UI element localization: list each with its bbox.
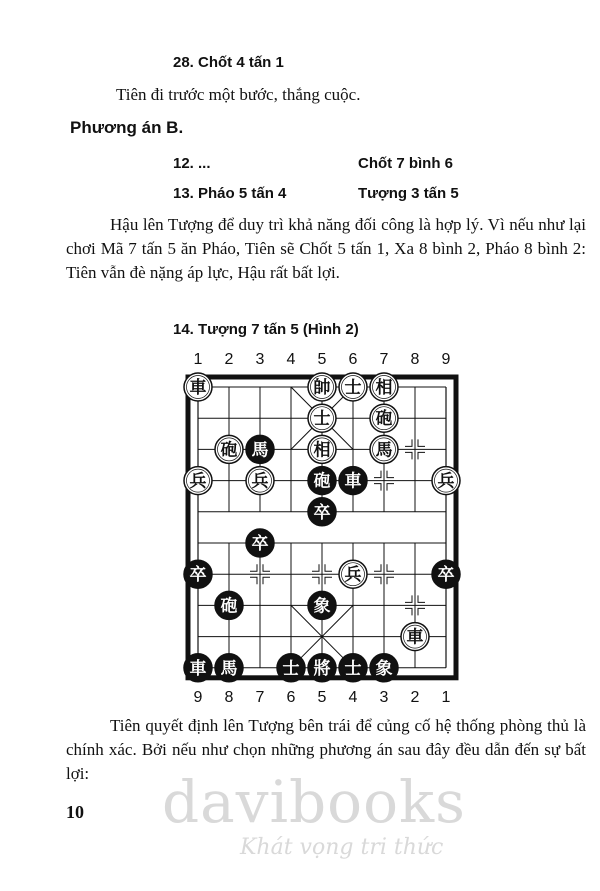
- piece-glyph: 車: [189, 658, 207, 679]
- position-marker: [418, 439, 425, 446]
- paragraph-2-text: Tiên quyết định lên Tượng bên trái để củng cố hệ thống phòng thủ là chính xác. Bởi nếu như chọn những phương án sau đây đều dẫn đến sự bất lợi:: [66, 716, 586, 783]
- position-marker: [250, 564, 257, 571]
- bottom-file-label: 6: [286, 689, 296, 706]
- piece-glyph: 砲: [375, 409, 393, 430]
- piece-glyph: 馬: [375, 440, 393, 461]
- piece-glyph: 兵: [251, 471, 269, 492]
- position-marker: [387, 564, 394, 571]
- paragraph-1-text: Hậu lên Tượng để duy trì khả năng đối công là hợp lý. Vì nếu như lại chơi Mã 7 tấn 5 ăn Pháo, Tiên sẽ Chốt 5 tấn 1, Xa 8 bình 2, Pháo 8 bình 2: Tiên vẫn đè nặng áp lực, Hậu rất bất lợi.: [66, 215, 586, 282]
- top-file-label: 9: [441, 351, 451, 368]
- piece-glyph: 卒: [251, 534, 269, 554]
- position-marker: [405, 595, 412, 602]
- piece-glyph: 兵: [344, 565, 362, 586]
- piece-glyph: 士: [282, 658, 300, 679]
- watermark-brand: davibooks: [162, 768, 466, 836]
- bottom-file-label: 2: [410, 689, 420, 706]
- position-marker: [312, 564, 319, 571]
- top-file-label: 4: [286, 351, 296, 368]
- top-file-label: 8: [410, 351, 420, 368]
- piece-glyph: 兵: [189, 471, 207, 492]
- position-marker: [325, 564, 332, 571]
- bottom-file-label: 8: [224, 689, 234, 706]
- piece-glyph: 將: [313, 658, 331, 679]
- piece-glyph: 士: [344, 378, 362, 398]
- piece-glyph: 車: [344, 471, 362, 492]
- bottom-file-label: 9: [193, 689, 203, 706]
- piece-glyph: 馬: [251, 440, 269, 461]
- bottom-file-label: 1: [441, 689, 451, 706]
- top-file-label: 3: [255, 351, 265, 368]
- piece-glyph: 帥: [313, 378, 331, 398]
- piece-glyph: 砲: [220, 440, 238, 461]
- move-28: 28. Chốt 4 tấn 1: [173, 54, 284, 71]
- piece-glyph: 相: [375, 378, 393, 398]
- position-marker: [387, 484, 394, 491]
- position-marker: [374, 471, 381, 478]
- piece-glyph: 士: [344, 658, 362, 679]
- position-marker: [374, 484, 381, 491]
- top-file-label: 1: [193, 351, 203, 368]
- bottom-file-label: 3: [379, 689, 389, 706]
- top-file-label: 6: [348, 351, 358, 368]
- piece-glyph: 砲: [313, 471, 331, 492]
- piece-glyph: 車: [406, 627, 424, 648]
- top-file-label: 2: [224, 351, 234, 368]
- section-title: Phương án B.: [70, 118, 184, 137]
- position-marker: [418, 608, 425, 615]
- position-marker: [263, 564, 270, 571]
- position-marker: [250, 577, 257, 584]
- move-13-right: Tượng 3 tấn 5: [358, 185, 459, 202]
- position-marker: [405, 439, 412, 446]
- position-marker: [405, 608, 412, 615]
- piece-glyph: 馬: [220, 658, 238, 679]
- move-12-left: 12. ...: [173, 155, 211, 172]
- position-marker: [405, 452, 412, 459]
- position-marker: [312, 577, 319, 584]
- bottom-file-label: 4: [348, 689, 358, 706]
- piece-glyph: 士: [313, 409, 331, 430]
- bottom-file-label: 5: [317, 689, 327, 706]
- move-14: 14. Tượng 7 tấn 5 (Hình 2): [173, 321, 359, 338]
- position-marker: [418, 595, 425, 602]
- page-number: 10: [66, 802, 84, 822]
- position-marker: [374, 577, 381, 584]
- piece-glyph: 砲: [220, 596, 238, 617]
- bottom-file-label: 7: [255, 689, 265, 706]
- position-marker: [374, 564, 381, 571]
- move-12-right: Chốt 7 bình 6: [358, 155, 453, 172]
- move-13-left: 13. Pháo 5 tấn 4: [173, 185, 287, 202]
- piece-glyph: 象: [313, 596, 331, 617]
- position-marker: [387, 471, 394, 478]
- piece-glyph: 車: [189, 378, 207, 398]
- piece-glyph: 卒: [437, 565, 455, 586]
- watermark-slogan: Khát vọng tri thức: [240, 835, 444, 860]
- top-file-label: 7: [379, 351, 389, 368]
- piece-glyph: 兵: [437, 471, 455, 492]
- piece-glyph: 象: [375, 658, 393, 679]
- position-marker: [263, 577, 270, 584]
- position-marker: [387, 577, 394, 584]
- result-line: Tiên đi trước một bước, thắng cuộc.: [116, 85, 361, 104]
- position-marker: [325, 577, 332, 584]
- piece-glyph: 卒: [313, 502, 331, 523]
- top-file-label: 5: [317, 351, 327, 368]
- piece-glyph: 卒: [189, 565, 207, 586]
- position-marker: [418, 452, 425, 459]
- piece-glyph: 相: [313, 440, 331, 461]
